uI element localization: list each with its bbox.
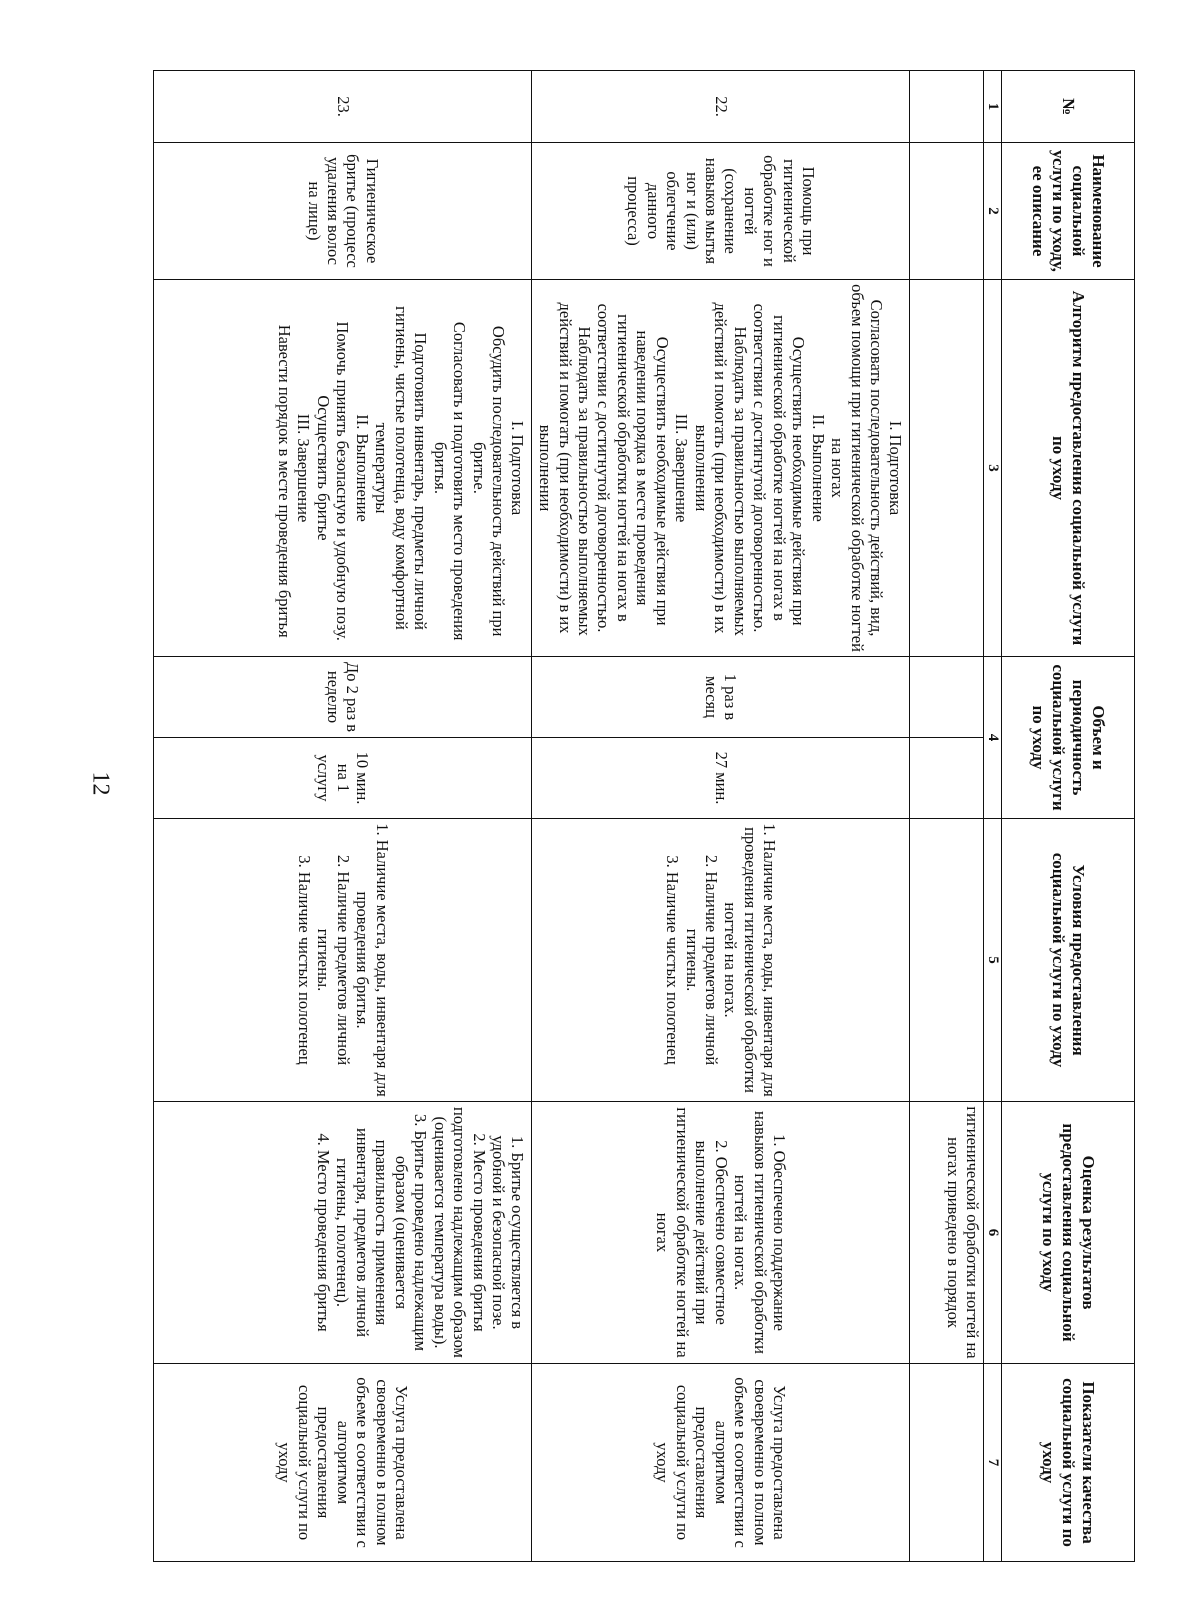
condition-item: 3. Наличие чистых полотенец (294, 855, 314, 1065)
algorithm-step: Осуществить необходимые действия при гигиенической обработке ногтей на ногах в соответствии с достигнутой договоренностью. (750, 303, 809, 633)
page-number: 12 (87, 771, 114, 796)
table-row (154, 71, 532, 1562)
col-number-7: 7 (984, 1364, 1002, 1562)
algorithm-cell (154, 280, 532, 657)
algorithm-step: Осуществить необходимые действия при наведении порядка в месте проведения гигиенической обработки ногтей на ногах в соответствии с достигнутой договоренностью. (594, 303, 672, 633)
header-row (1002, 71, 1135, 1562)
evaluation-cell (154, 1102, 532, 1364)
row-number: 22. (532, 71, 910, 143)
algorithm-step: I. Подготовка (886, 420, 906, 516)
quality-cell: Услуга предоставлена своевременно в полном объеме в соответствии с алгоритмом предоставления социальной услуги по уходу (532, 1364, 910, 1562)
col-number-3: 3 (984, 280, 1002, 657)
algorithm-step: III. Завершение (672, 413, 692, 523)
col-number-6: 6 (984, 1102, 1002, 1364)
service-name: Помощь при гигиенической обработке ног и ногтей (сохранение навыков мытья ног и (или) облегчение данного процесса) (532, 143, 910, 280)
col-number-1: 1 (984, 71, 1002, 143)
evaluation-item: 3. Бритье проведено надлежащим образом (оценивается правильность применения инвентаря, предметов личной гигиены, полотенец). (333, 1113, 431, 1352)
algorithm-step: Помочь принять безопасную и удобную позу. (333, 321, 353, 641)
header-service-name: Наименование социальной услуги по уходу, ее описание (1002, 143, 1135, 280)
col-number-5: 5 (984, 819, 1002, 1102)
algorithm-step: Согласовать и подготовить место проведения бритья. (430, 321, 470, 641)
algorithm-step: Осуществить бритье (313, 395, 333, 541)
volume-cell: 10 мин. на 1 услугу (154, 738, 532, 819)
condition-item: 2. Наличие предметов личной гигиены. (682, 854, 721, 1066)
evaluation-item: 2. Место проведения бритья подготовлено надлежащим образом (оценивается температура воды). (430, 1107, 489, 1358)
col-number-4: 4 (984, 657, 1002, 819)
row-number: 23. (154, 71, 532, 143)
rotated-table-container (160, 70, 1135, 1561)
continuation-evaluation: гигиенической обработки ногтей на ногах приведено в порядок (910, 1102, 984, 1364)
evaluation-cell (532, 1102, 910, 1364)
algorithm-step: I. Подготовка (508, 420, 528, 516)
column-number-row (984, 71, 1002, 1562)
algorithm-step: II. Выполнение (808, 414, 828, 522)
algorithm-step: Наблюдать за правильностью выполняемых действий и помогать (при необходимости) в их выполнении (536, 302, 594, 636)
condition-item: 2. Наличие предметов личной гигиены. (314, 854, 353, 1066)
header-quality: Показатели качества социальной услуги по уходу (1002, 1364, 1135, 1562)
table-row (532, 71, 910, 1562)
services-table (154, 70, 1136, 1562)
condition-item: 1. Наличие места, воды, инвентаря для проведения бритья. (353, 823, 392, 1097)
algorithm-cell (532, 280, 910, 657)
col-number-2: 2 (984, 143, 1002, 280)
condition-item: 3. Наличие чистых полотенец (663, 855, 683, 1065)
evaluation-item: 2. Обеспечено совместное выполнение действий при гигиенической обработке ногтей на ногах (653, 1107, 731, 1358)
continuation-row (910, 71, 984, 1562)
periodicity-cell: До 2 раз в неделю (154, 657, 532, 738)
header-evaluation: Оценка результатов предоставления социальной услуги по уходу (1002, 1102, 1135, 1364)
evaluation-item: 4. Место проведения бритья (313, 1133, 333, 1332)
volume-cell: 27 мин. (532, 738, 910, 819)
algorithm-step: Наблюдать за правильностью выполняемых действий и помогать (при необходимости) в их выполнении (691, 302, 750, 636)
header-volume-periodicity: Объем и периодичность социальной услуги по уходу (1002, 657, 1135, 819)
conditions-cell (532, 819, 910, 1102)
header-algorithm: Алгоритм предоставления социальной услуги по уходу (1002, 280, 1135, 657)
header-number: № (1002, 71, 1135, 143)
quality-cell: Услуга предоставлена своевременно в полном объеме в соответствии с алгоритмом предоставления социальной услуги по уходу (154, 1364, 532, 1562)
header-conditions: Условия предоставления социальной услуги по уходу (1002, 819, 1135, 1102)
evaluation-item: 1. Бритье осуществляется в удобной и безопасной позе. (489, 1135, 528, 1330)
algorithm-step: Согласовать последовательность действий, вид, объем помощи при гигиенической обработке ногтей на ногах (828, 284, 887, 652)
periodicity-cell: 1 раз в месяц (532, 657, 910, 738)
algorithm-step: Навести порядок в месте проведения бритья (274, 324, 294, 638)
conditions-cell (154, 819, 532, 1102)
algorithm-step: Обсудить последовательность действий при бритье. (469, 325, 509, 637)
condition-item: 1. Наличие места, воды, инвентаря для проведения гигиенической обработки ногтей на ногах. (721, 823, 780, 1097)
service-name: Гигиеническое бритье (процесс удаления волос на лице) (154, 143, 532, 280)
algorithm-step: III. Завершение (294, 413, 314, 523)
algorithm-step: II. Выполнение (352, 414, 372, 522)
evaluation-item: 1. Обеспечено поддержание навыков гигиенической обработки ногтей на ногах. (731, 1111, 790, 1355)
algorithm-step: Подготовить инвентарь, предметы личной гигиены, чистые полотенца, воду комфортной температуры (372, 306, 431, 630)
